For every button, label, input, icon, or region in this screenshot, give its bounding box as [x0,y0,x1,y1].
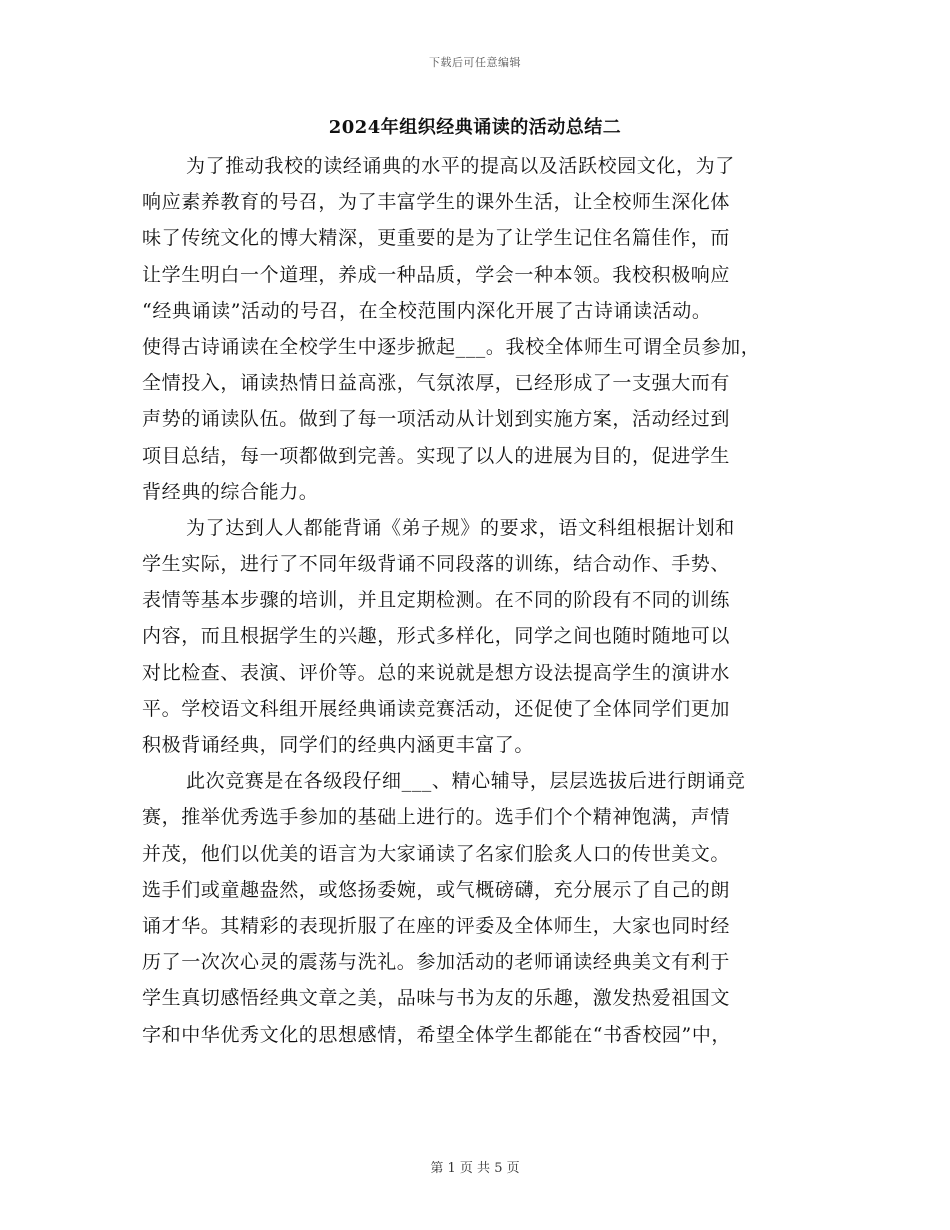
text-line: 响应素养教育的号召，为了丰富学生的课外生活，让全校师生深化体 [142,191,731,214]
text-line: 选手们或童趣盎然，或悠扬委婉，或气概磅礴，充分展示了自己的朗 [142,878,731,901]
text-line: 让学生明白一个道理，养成一种品质，学会一种本领。我校积极响应 [142,263,731,286]
header-note: 下载后可任意编辑 [429,56,521,69]
text-line: “经典诵读”活动的号召，在全校范围内深化开展了古诗诵读活动。 [142,299,712,322]
text-line: 全情投入，诵读热情日益高涨，气氛浓厚，已经形成了一支强大而有 [142,372,731,395]
text-line: 表情等基本步骤的培训，并且定期检测。在不同的阶段有不同的训练 [142,589,731,612]
text-line: 历了一次次心灵的震荡与洗礼。参加活动的老师诵读经典美文有利于 [142,951,731,974]
text-line: 背经典的综合能力。 [142,480,319,503]
page-footer: 第 1 页 共 5 页 [430,1161,520,1176]
text-line: 积极背诵经典，同学们的经典内涵更丰富了。 [142,734,535,756]
document-title: 2024年组织经典诵读的活动总结二 [328,117,622,138]
text-line: 使得古诗诵读在全校学生中逐步掀起___。我校全体师生可谓全员参加， [142,335,761,358]
text-line: 此次竞赛是在各级段仔细___、精心辅导，层层选拔后进行朗诵竞 [186,770,746,793]
text-line: 为了推动我校的读经诵典的水平的提高以及活跃校园文化，为了 [186,155,735,177]
text-line: 味了传统文化的博大精深，更重要的是为了让学生记住名篇佳作，而 [142,227,731,250]
paragraph [142,763,812,1053]
text-line: 诵才华。其精彩的表现折服了在座的评委及全体师生，大家也同时经 [142,914,731,937]
document-body [142,148,812,1053]
text-line: 赛，推举优秀选手参加的基础上进行的。选手们个个精神饱满，声情 [142,806,731,829]
text-line: 对比检查、表演、评价等。总的来说就是想方设法提高学生的演讲水 [142,661,731,684]
text-line: 声势的诵读队伍。做到了每一项活动从计划到实施方案，活动经过到 [142,408,731,431]
text-line: 为了达到人人都能背诵《弟子规》的要求，语文科组根据计划和 [186,516,735,539]
text-line: 字和中华优秀文化的思想感情，希望全体学生都能在“书香校园”中， [142,1023,732,1046]
text-line: 并茂，他们以优美的语言为大家诵读了名家们脍炙人口的传世美文。 [142,842,731,865]
text-line: 学生真切感悟经典文章之美，品味与书为友的乐趣，激发热爱祖国文 [142,987,731,1010]
text-line: 内容，而且根据学生的兴趣，形式多样化，同学之间也随时随地可以 [142,625,731,648]
paragraph [142,148,812,510]
text-line: 平。学校语文科组开展经典诵读竞赛活动，还促使了全体同学们更加 [142,697,731,720]
text-line: 学生实际，进行了不同年级背诵不同段落的训练，结合动作、手势、 [142,553,731,576]
paragraph [142,510,812,763]
text-line: 项目总结，每一项都做到完善。实现了以人的进展为目的，促进学生 [142,444,731,467]
